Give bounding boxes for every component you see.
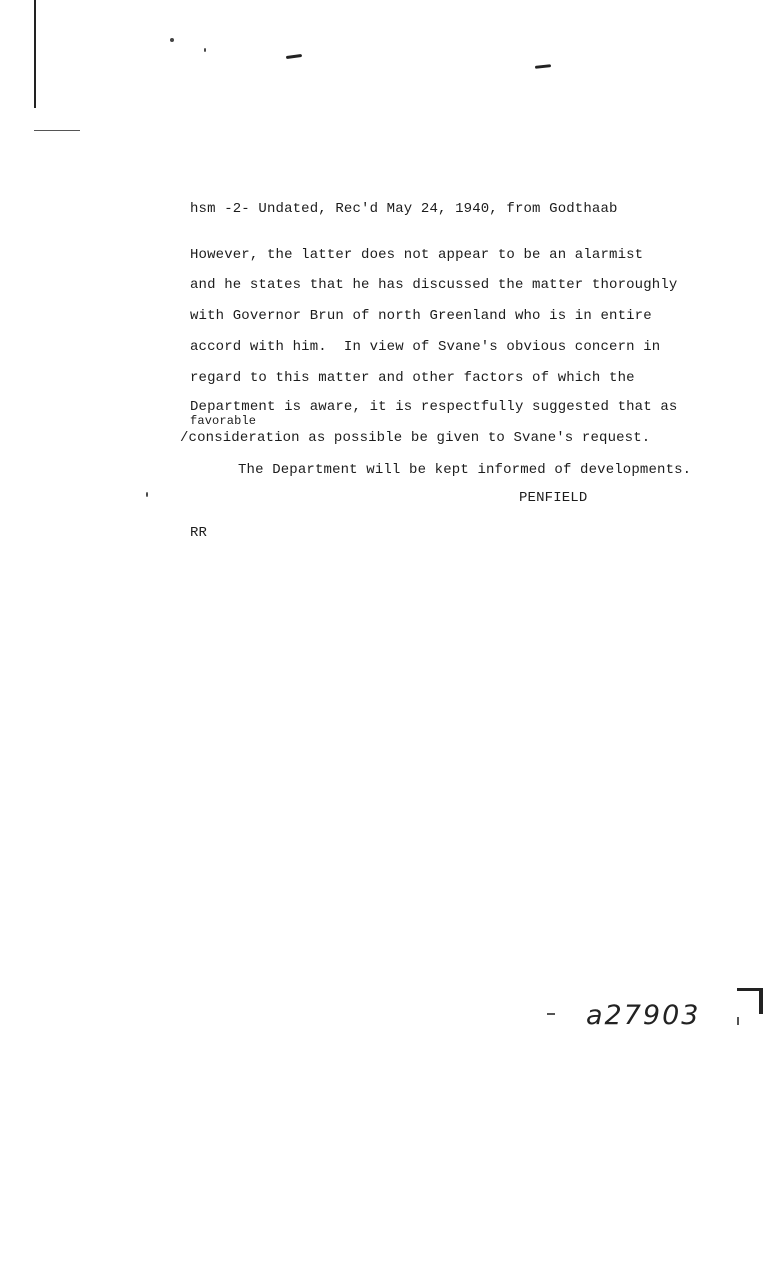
paragraph-line-1: However, the latter does not appear to be an alarmist — [190, 247, 644, 263]
left-margin-tick — [34, 130, 80, 131]
left-margin-line — [34, 0, 36, 108]
right-bracket-tick — [737, 1017, 739, 1025]
number-dash — [547, 1013, 555, 1015]
closing-line: The Department will be kept informed of developments. — [238, 462, 692, 478]
paragraph-line-4: accord with him. In view of Svane's obvious concern in — [190, 339, 661, 355]
document-number: a27903 — [586, 1000, 701, 1031]
right-bracket-side — [759, 988, 763, 1014]
insertion-line: /consideration as possible be given to Svane's request. — [180, 430, 651, 446]
top-dash-right — [535, 64, 551, 69]
paragraph-line-5: regard to this matter and other factors of which the — [190, 370, 635, 386]
insertion-word: favorable — [190, 414, 257, 428]
speck-1 — [170, 38, 174, 42]
speck-2 — [204, 48, 206, 52]
top-dash-left — [286, 54, 302, 59]
paragraph-line-3: with Governor Brun of north Greenland who is in entire — [190, 308, 652, 324]
paragraph-line-2: and he states that he has discussed the matter thoroughly — [190, 277, 678, 293]
right-bracket-top — [737, 988, 761, 991]
header-line: hsm -2- Undated, Rec'd May 24, 1940, from Godthaab — [190, 201, 618, 217]
signature: PENFIELD — [519, 490, 588, 506]
speck-3 — [146, 492, 148, 497]
paragraph-line-6: Department is aware, it is respectfully suggested that as — [190, 399, 678, 415]
initials: RR — [190, 525, 208, 541]
